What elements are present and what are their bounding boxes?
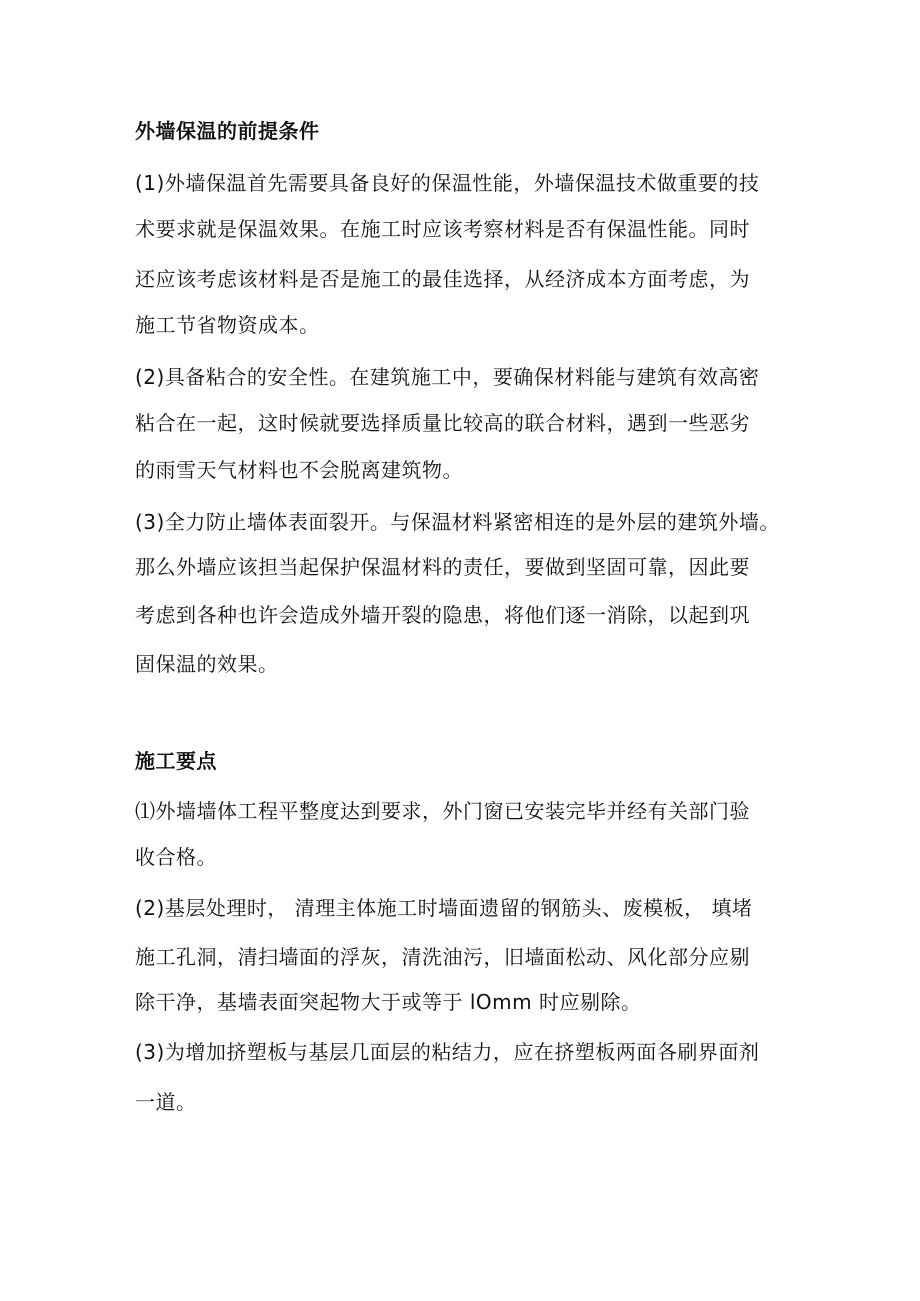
paragraph-line: 施工节省物资成本。 bbox=[135, 313, 320, 337]
paragraph-line: 一道。 bbox=[135, 1090, 197, 1114]
paragraph-line: 那么外墙应该担当起保护保温材料的责任，要做到坚固可靠，因此要 bbox=[135, 555, 750, 579]
paragraph-line: 固保温的效果。 bbox=[135, 652, 279, 676]
paragraph-line: 施工孔洞，清扫墙面的浮灰，清洗油污，旧墙面松动、风化部分应剔 bbox=[135, 945, 750, 969]
paragraph-line: (2)基层处理时， 清理主体施工时墙面遗留的钢筋头、废模板， 填堵 bbox=[135, 896, 753, 920]
paragraph-line: 粘合在一起，这时候就要选择质量比较高的联合材料，遇到一些恶劣 bbox=[135, 411, 750, 435]
paragraph-line: (3)全力防止墙体表面裂开。与保温材料紧密相连的是外层的建筑外墙。 bbox=[135, 510, 780, 534]
paragraph-line: 考虑到各种也许会造成外墙开裂的隐患，将他们逐一消除，以起到巩 bbox=[135, 603, 750, 627]
paragraph-line: 的雨雪天气材料也不会脱离建筑物。 bbox=[135, 458, 463, 482]
section-title-construction-points: 施工要点 bbox=[135, 749, 217, 773]
paragraph-line: 收合格。 bbox=[135, 845, 217, 869]
paragraph-line: 术要求就是保温效果。在施工时应该考察材料是否有保温性能。同时 bbox=[135, 217, 750, 241]
paragraph-line: 除干净，基墙表面突起物大于或等于 lOmm 时应剔除。 bbox=[135, 990, 642, 1014]
paragraph-line: ⑴外墙墙体工程平整度达到要求，外门窗已安装完毕并经有关部门验 bbox=[135, 799, 750, 823]
paragraph-line: 还应该考虑该材料是否是施工的最佳选择，从经济成本方面考虑，为 bbox=[135, 267, 750, 291]
paragraph-line: (1)外墙保温首先需要具备良好的保温性能，外墙保温技术做重要的技 bbox=[135, 171, 760, 195]
section-title-prerequisites: 外墙保温的前提条件 bbox=[135, 119, 320, 143]
paragraph-line: (2)具备粘合的安全性。在建筑施工中，要确保材料能与建筑有效高密 bbox=[135, 365, 760, 389]
paragraph-line: (3)为增加挤塑板与基层几面层的粘结力，应在挤塑板两面各刷界面剂 bbox=[135, 1040, 760, 1064]
